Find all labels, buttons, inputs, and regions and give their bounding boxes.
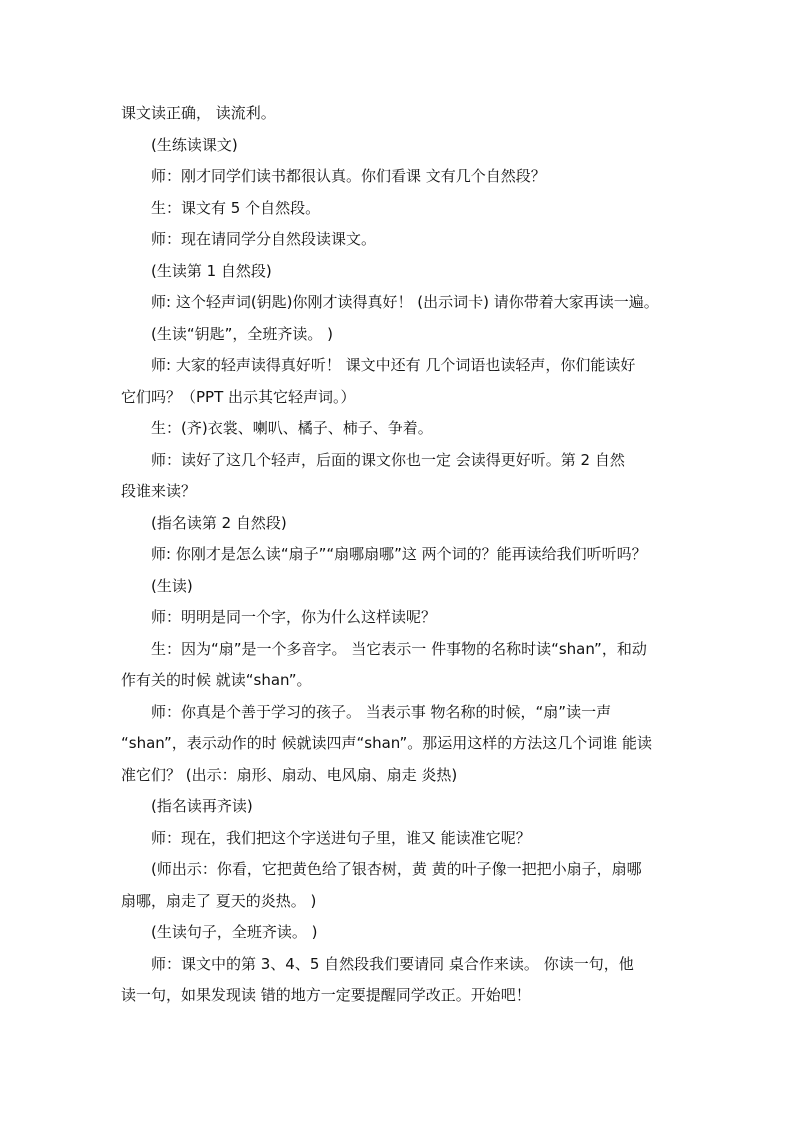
- text-line: 师: 大家的轻声读得真好听！ 课文中还有 几个词语也读轻声，你们能读好: [151, 356, 636, 374]
- text-line: 段谁来读？: [121, 482, 197, 500]
- text-line: (生读): [151, 576, 193, 595]
- text-line: 师: 你刚才是怎么读“扇子”“扇哪扇哪”这 两个词的？能再读给我们听听吗？: [151, 545, 647, 563]
- text-line: 师：刚才同学们读书都很认真。你们看课 文有几个自然段？: [151, 167, 546, 185]
- text-line: 读一句，如果发现读 错的地方一定要提醒同学改正。开始吧！: [121, 986, 531, 1004]
- text-line: 师：现在，我们把这个字送进句子里，谁又 能读准它呢？: [151, 828, 531, 847]
- text-line: 作有关的时候 就读“shan”。: [121, 671, 312, 689]
- text-line: 师: 这个轻声词(钥匙)你刚才读得真好！ (出示词卡) 请你带着大家再读一遍。: [151, 293, 659, 311]
- text-line: (生读第 1 自然段): [151, 261, 272, 280]
- text-line: 师：明明是同一个字，你为什么这样读呢？: [151, 608, 437, 626]
- text-line: “shan”，表示动作的时 候就读四声“shan”。那运用这样的方法这几个词谁 能读: [121, 734, 653, 752]
- text-line: (生读“钥匙”，全班齐读。 ): [151, 324, 334, 343]
- text-line: 生：(齐)衣裳、喇叭、橘子、柿子、争着。: [151, 419, 433, 437]
- text-line: 扇哪，扇走了 夏天的炎热。 ): [121, 891, 317, 910]
- text-line: 它们吗？（PPT 出示其它轻声词。）: [121, 387, 356, 406]
- text-line: 师：现在请同学分自然段读课文。: [151, 230, 377, 248]
- text-line: 课文读正确， 读流利。: [121, 104, 276, 122]
- text-line: 准它们？ (出示：扇形、扇动、电风扇、扇走 炎热): [121, 765, 458, 784]
- text-line: 生：因为“扇”是一个多音字。 当它表示一 件事物的名称时读“shan”，和动: [151, 639, 647, 658]
- text-line: 师：课文中的第 3、4、5 自然段我们要请同 桌合作来读。 你读一句，他: [151, 954, 634, 973]
- text-line: 师：你真是个善于学习的孩子。 当表示事 物名称的时候，“扇”读一声: [151, 702, 612, 721]
- text-line: (生练读课文): [151, 135, 238, 154]
- text-line: (生读句子，全班齐读。 ): [151, 923, 318, 941]
- document-body: [121, 98, 677, 1012]
- text-line: (师出示：你看，它把黄色给了银杏树，黄 黄的叶子像一把把小扇子，扇哪: [151, 860, 642, 878]
- text-line: (指名读再齐读): [151, 797, 253, 815]
- text-line: 师：读好了这几个轻声，后面的课文你也一定 会读得更好听。第 2 自然: [151, 450, 625, 469]
- text-line: (指名读第 2 自然段): [151, 513, 287, 532]
- text-line: 生：课文有 5 个自然段。: [151, 198, 321, 217]
